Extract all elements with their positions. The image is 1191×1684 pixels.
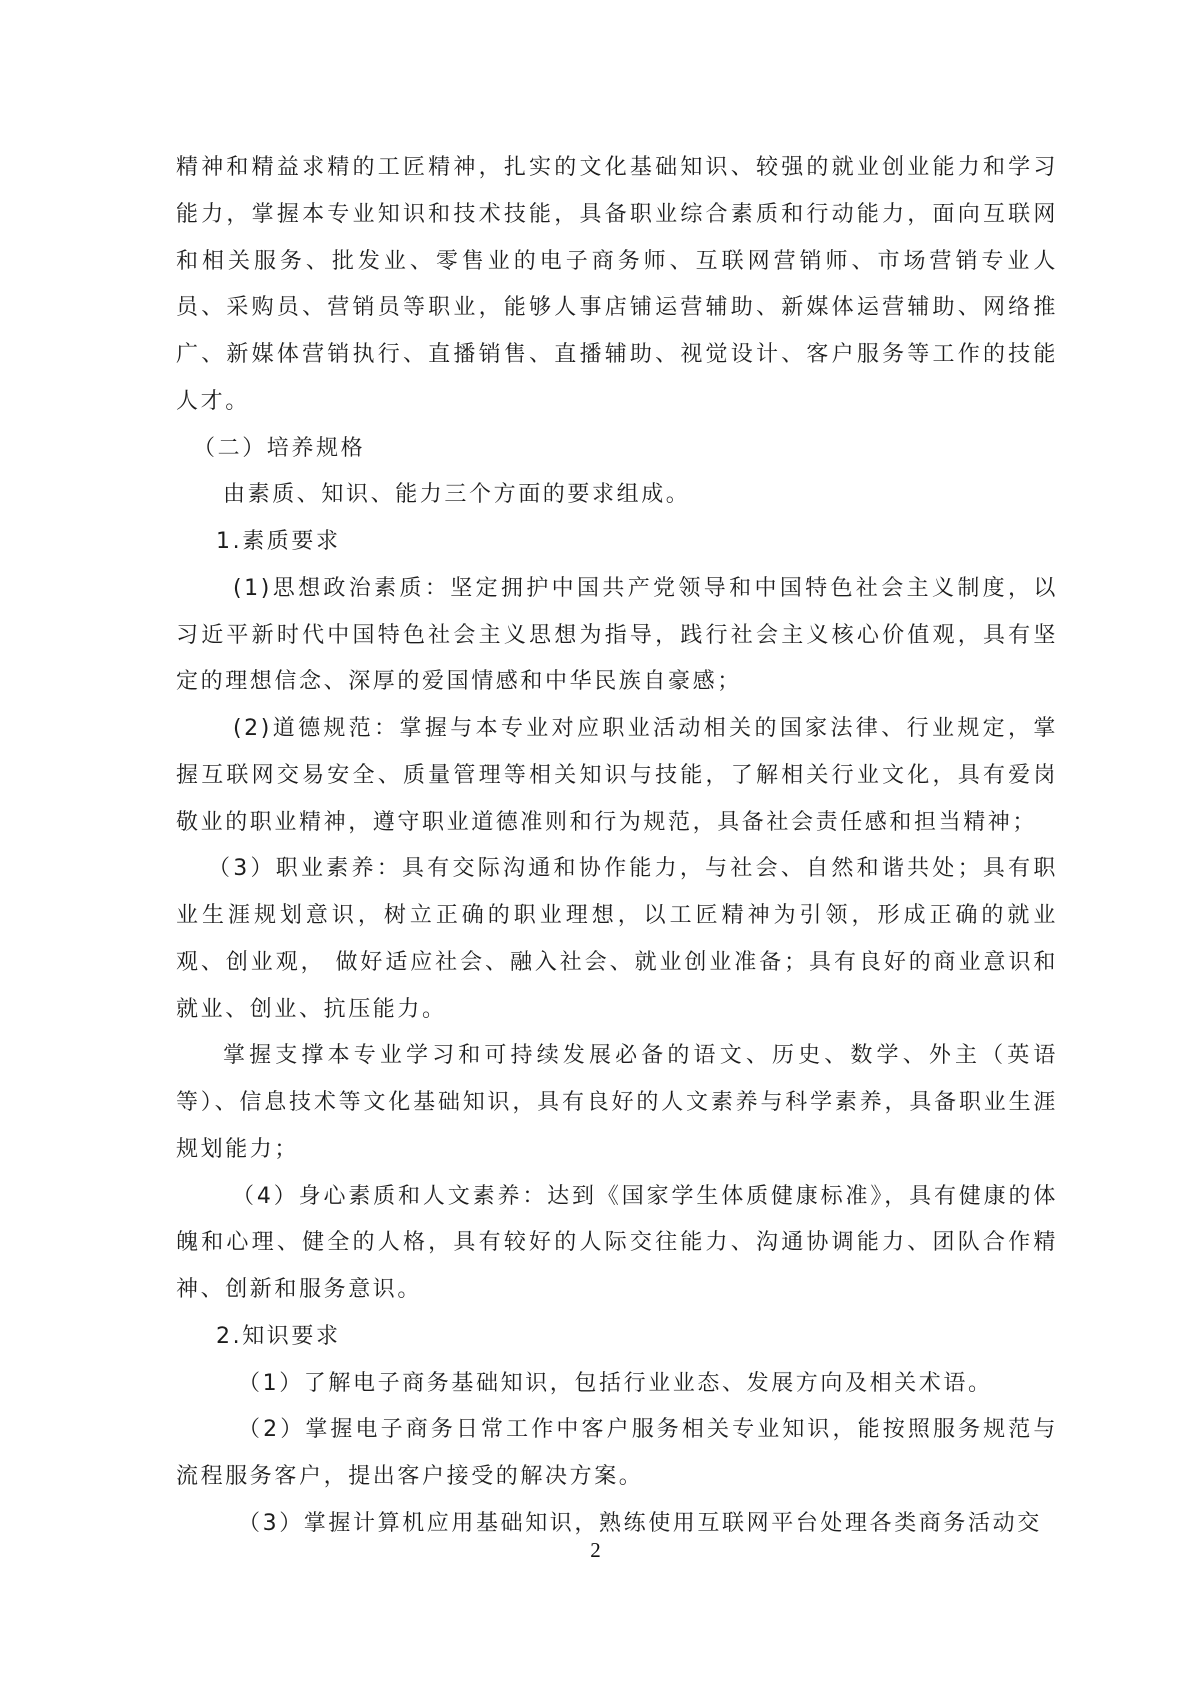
item-professional-quality: （3）职业素养：具有交际沟通和协作能力，与社会、自然和谐共处；具有职业生涯规划意识，树立正确的职业理想，以工匠精神为引领，形成正确的就业观、创业观， 做好适应社会、融入社会、就业创业准备；具有良好的商业意识和就业、创业、抗压能力。 — [176, 856, 1058, 1022]
heading-knowledge-requirements: 2.知识要求 — [216, 1323, 341, 1349]
item-knowledge-ecommerce-basics: （1）了解电子商务基础知识，包括行业业态、发展方向及相关术语。 — [238, 1370, 993, 1396]
item-moral-norms: (2)道德规范：掌握与本专业对应职业活动相关的国家法律、行业规定，掌握互联网交易安全、质量管理等相关知识与技能，了解相关行业文化，具有爱岗敬业的职业精神，遵守职业道德准则和行为规范，具备社会责任感和担当精神； — [176, 716, 1058, 835]
item-knowledge-customer-service: （2）掌握电子商务日常工作中客户服务相关专业知识，能按照服务规范与流程服务客户，提出客户接受的解决方案。 — [176, 1417, 1058, 1489]
heading-quality-requirements: 1.素质要求 — [216, 529, 341, 554]
heading-section-training-specs: （二）培养规格 — [193, 435, 366, 461]
item-political-quality: (1)思想政治素质：坚定拥护中国共产党领导和中国特色社会主义制度，以习近平新时代中国特色社会主义思想为指导，践行社会主义核心价值观，具有坚定的理想信念、深厚的爱国情感和中华民族自豪感； — [176, 575, 1058, 695]
item-knowledge-computer-application: （3）掌握计算机应用基础知识，熟练使用互联网平台处理各类商务活动交 — [238, 1510, 1042, 1536]
paragraph-continuation-talent-goal: 精神和精益求精的工匠精神，扎实的文化基础知识、较强的就业创业能力和学习能力，掌握本专业知识和技术技能，具备职业综合素质和行动能力，面向互联网和相关服务、批发业、零售业的电子商务师、互联网营销师、市场营销专业人员、采购员、营销员等职业，能够人事店铺运营辅助、新媒体运营辅助、网络推广、新媒体营销执行、直播销售、直播辅助、视觉设计、客户服务等工作的技能人才。 — [176, 155, 1058, 414]
page-number: 2 — [590, 1538, 601, 1562]
document-body — [176, 145, 1058, 1548]
item-physical-mental-quality: （4）身心素质和人文素养：达到《国家学生体质健康标准》，具有健康的体魄和心理、健全的人格，具有较好的人际交往能力、沟通协调能力、团队合作精神、创新和服务意识。 — [176, 1183, 1058, 1302]
paragraph-cultural-foundation: 掌握支撑本专业学习和可持续发展必备的语文、历史、数学、外主（英语等）、信息技术等文化基础知识，具有良好的人文素养与科学素养，具备职业生涯规划能力； — [176, 1043, 1058, 1162]
paragraph-spec-overview: 由素质、知识、能力三个方面的要求组成。 — [223, 482, 691, 508]
